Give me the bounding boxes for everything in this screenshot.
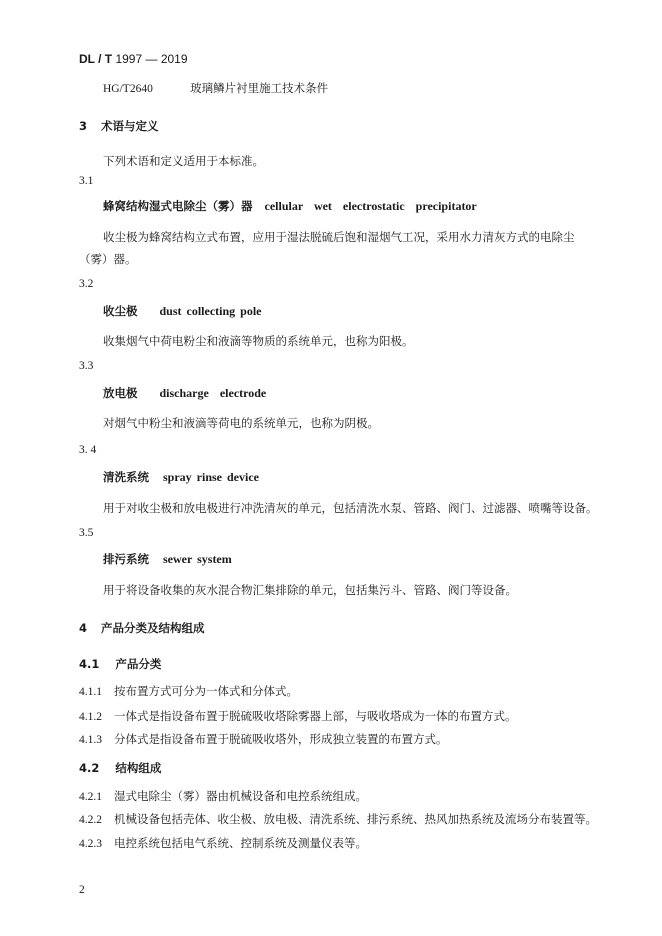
reference-title: 玻璃鳞片衬里施工技术条件 [190,81,329,95]
term-en: dust collecting pole [159,304,262,318]
term-number: 3.5 [79,527,94,539]
subsection-4-1-heading: 4.1 产品分类 [79,657,162,671]
reference-line [103,80,328,96]
term-heading [103,548,232,567]
term-heading [103,300,262,319]
term-en: cellular wet electrostatic precipitator [264,199,477,213]
standard-code: DL / T 1997 — 2019 [79,52,188,66]
clause-item: 4.1.2 一体式是指设备布置于脱硫吸收塔除雾器上部，与吸收塔成为一体的布置方式。 [79,709,517,723]
term-zh: 清洗系统 [103,470,149,484]
term-definition: 收尘极为蜂窝结构立式布置，应用于湿法脱硫后饱和湿烟气工况，采用水力清灰方式的电除尘（雾）器。 [79,230,575,266]
term-en: spray rinse device [163,470,259,484]
term-heading [103,382,266,401]
clause-item: 4.1.3 分体式是指设备布置于脱硫吸收塔外，形成独立装置的布置方式。 [79,732,448,746]
subsection-4-2-heading: 4.2 结构组成 [79,761,162,775]
term-definition: 对烟气中粉尘和液滴等荷电的系统单元，也称为阴极。 [103,416,379,430]
section-3-intro: 下列术语和定义适用于本标准。 [103,154,264,168]
term-zh: 蜂窝结构湿式电除尘（雾）器 [103,199,253,213]
term-heading [103,195,477,214]
term-definition: 用于对收尘极和放电极进行冲洗清灰的单元，包括清洗水泵、管路、阀门、过滤器、喷嘴等设备。 [103,501,598,515]
section-4-heading: 4 产品分类及结构组成 [79,621,205,635]
section-3-heading: 3 术语与定义 [79,119,159,133]
term-definition: 用于将设备收集的灰水混合物汇集排除的单元，包括集污斗、管路、阀门等设备。 [103,583,517,597]
term-number: 3.3 [79,360,94,372]
page-number: 2 [79,884,85,896]
clause-item: 4.2.2 机械设备包括壳体、收尘极、放电极、清洗系统、排污系统、热风加热系统及流场分布装置等。 [79,812,597,826]
clause-item: 4.2.3 电控系统包括电气系统、控制系统及测量仪表等。 [79,836,367,850]
term-number: 3. 4 [79,444,97,456]
term-en: discharge electrode [159,386,267,400]
term-number: 3.2 [79,278,94,290]
clause-item: 4.2.1 湿式电除尘（雾）器由机械设备和电控系统组成。 [79,789,367,803]
term-definition: 收集烟气中荷电粉尘和液滴等物质的系统单元，也称为阳极。 [103,334,414,348]
term-zh: 排污系统 [103,552,149,566]
term-heading [103,466,259,485]
reference-code: HG/T2640 [103,83,153,95]
term-number: 3.1 [79,175,94,187]
term-zh: 放电极 [103,386,138,400]
term-en: sewer system [163,552,232,566]
term-zh: 收尘极 [103,304,138,318]
clause-item: 4.1.1 按布置方式可分为一体式和分体式。 [79,684,298,698]
